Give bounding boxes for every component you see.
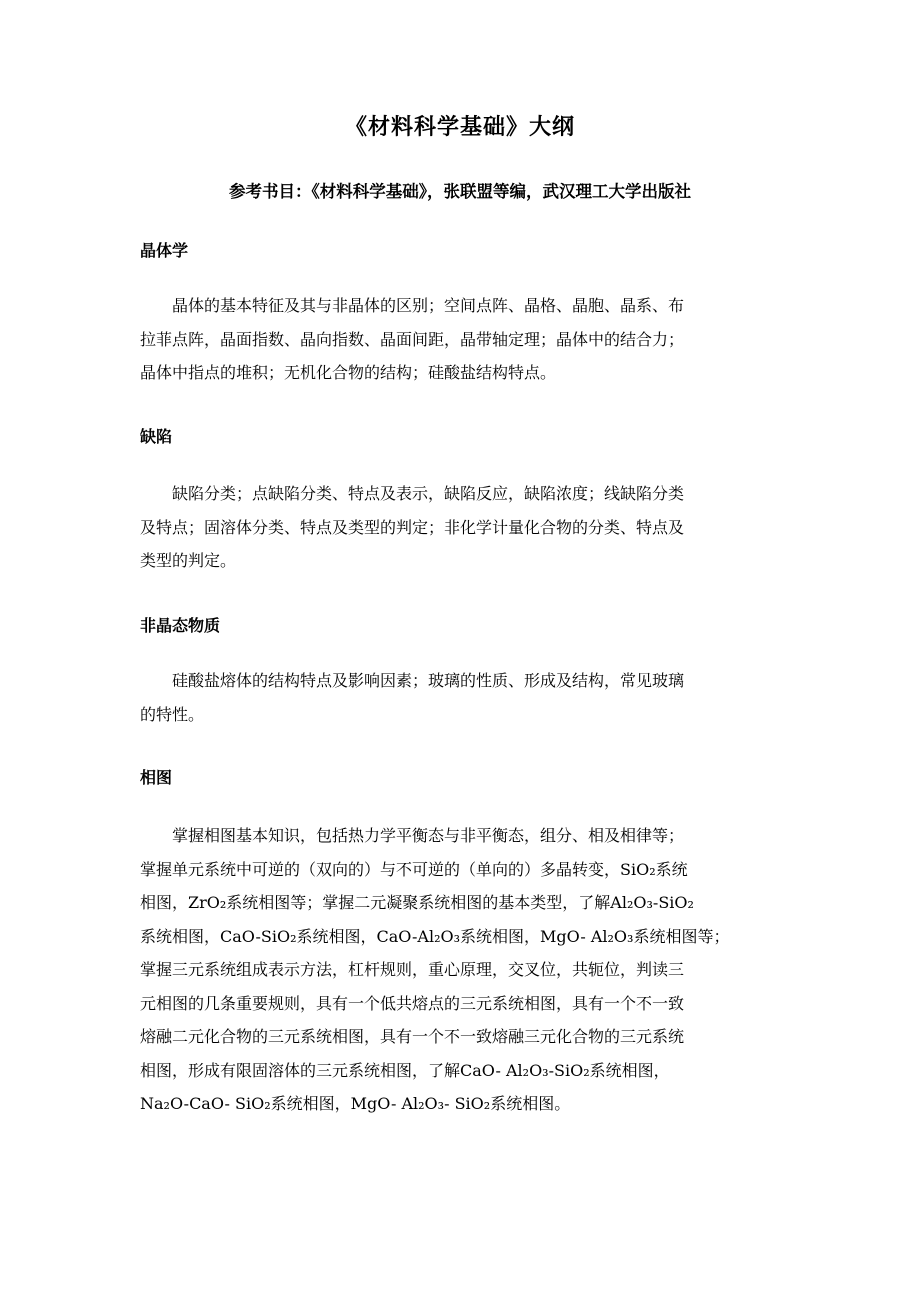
section-heading-phase-diagram: 相图 — [140, 768, 173, 787]
section-heading-crystallography: 晶体学 — [140, 241, 189, 260]
section-body-amorphous — [140, 664, 780, 731]
body-line: 晶体的基本特征及其与非晶体的区别；空间点阵、晶格、晶胞、晶系、布 — [172, 296, 685, 315]
section-heading-amorphous: 非晶态物质 — [140, 616, 221, 635]
body-line: 元相图的几条重要规则，具有一个低共熔点的三元系统相图，具有一个不一致 — [140, 993, 685, 1013]
body-line: 相图，形成有限固溶体的三元系统相图，了解CaO- Al₂O₃-SiO₂系统相图， — [140, 1060, 670, 1080]
body-line: 晶体中指点的堆积；无机化合物的结构；硅酸盐结构特点。 — [140, 363, 557, 382]
body-line: 熔融二元化合物的三元系统相图，具有一个不一致熔融三元化合物的三元系统 — [140, 1027, 685, 1046]
body-line: 类型的判定。 — [140, 551, 237, 570]
body-line: 硅酸盐熔体的结构特点及影响因素；玻璃的性质、形成及结构，常见玻璃 — [172, 671, 685, 690]
body-line: 的特性。 — [140, 704, 205, 724]
body-line: 相图，ZrO₂系统相图等；掌握二元凝聚系统相图的基本类型，了解Al₂O₃-SiO₂ — [140, 893, 694, 912]
body-line: 系统相图，CaO-SiO₂系统相图，CaO-Al₂O₃系统相图，MgO- Al₂O₃系统相图等； — [140, 926, 730, 946]
body-line: 掌握相图基本知识，包括热力学平衡态与非平衡态，组分、相及相律等； — [172, 826, 685, 845]
document-title: 《材料科学基础》大纲 — [344, 115, 575, 140]
section-body-crystallography — [140, 289, 780, 390]
section-body-phase-diagram — [140, 819, 780, 1121]
body-line: 掌握单元系统中可逆的（双向的）与不可逆的（单向的）多晶转变，SiO₂系统 — [140, 859, 688, 879]
section-body-defects — [140, 477, 780, 578]
body-line: Na₂O-CaO- SiO₂系统相图，MgO- Al₂O₃- SiO₂系统相图。 — [140, 1094, 571, 1113]
reference-book: 参考书目：《材料科学基础》，张联盟等编，武汉理工大学出版社 — [229, 182, 691, 201]
body-line: 及特点；固溶体分类、特点及类型的判定；非化学计量化合物的分类、特点及 — [140, 517, 685, 537]
body-line: 缺陷分类；点缺陷分类、特点及表示，缺陷反应，缺陷浓度；线缺陷分类 — [172, 484, 685, 503]
body-line: 掌握三元系统组成表示方法，杠杆规则，重心原理，交叉位，共轭位，判读三 — [140, 960, 685, 979]
section-heading-defects: 缺陷 — [140, 427, 173, 446]
body-line: 拉菲点阵，晶面指数、晶向指数、晶面间距，晶带轴定理；晶体中的结合力； — [140, 329, 685, 349]
